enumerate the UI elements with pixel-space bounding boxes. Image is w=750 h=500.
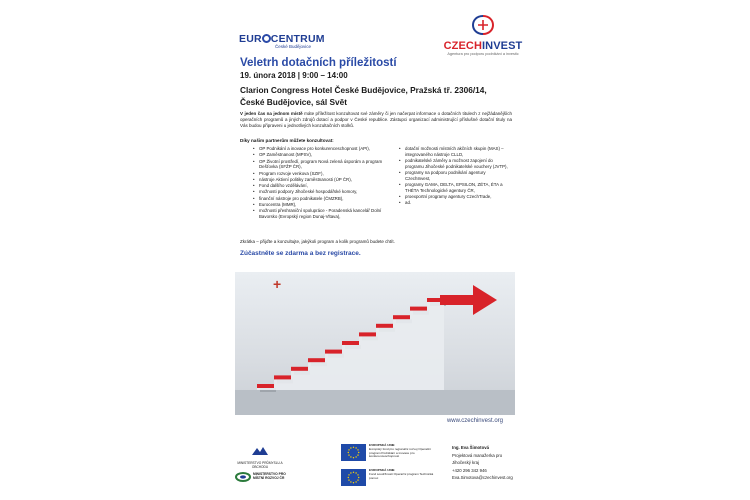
eu-star: [348, 477, 349, 478]
list-item: • ad.: [398, 200, 510, 206]
eu-star: [357, 474, 358, 475]
step-support: [393, 318, 410, 390]
contact-region: Jihočeský kraj: [452, 460, 479, 465]
eu-star: [353, 457, 354, 458]
czechinvest-name-part2: INVEST: [482, 40, 523, 52]
contact-block: [452, 444, 524, 482]
eu-star: [350, 447, 351, 448]
stair-step: [359, 332, 376, 336]
eu-star: [348, 479, 349, 480]
mpo-logo: [235, 444, 285, 469]
eu-star: [348, 452, 349, 453]
czechinvest-name: [443, 40, 523, 52]
step-support: [274, 378, 291, 390]
intro-paragraph: [240, 111, 512, 129]
contact-phone[interactable]: +420 296 342 946: [452, 467, 487, 473]
list-item: • proexportní programy agentury CzechTrade,: [398, 194, 510, 200]
list-item: • Program rozvoje venkova (SZIF),: [252, 171, 390, 177]
eu-erdf-logo: [341, 444, 433, 463]
arrow-shape: [440, 285, 497, 315]
contact-name: Ing. Eva Šimotová: [452, 445, 490, 450]
event-date: 19. února 2018 | 9:00 – 14:00: [240, 71, 348, 80]
step-support: [410, 310, 427, 390]
eu-star: [348, 454, 349, 455]
eu-star: [358, 477, 359, 478]
intro-text: máte příležitost konzultovat své záměry či jen načerpat informace o dotačních titulech z nejžádanějších operačních programů a jiných zdrojů dotací a podpor v České republice. Zástupci organizací administrující příslušné dotační tituly na Vás budou připraveni u jednotlivých konzultačních stolků.: [240, 111, 512, 128]
eu-flag-icon: [341, 444, 366, 461]
step-support: [325, 353, 342, 390]
mpo-name: MINISTERSTVO PRŮMYSLU A OBCHODU: [237, 461, 283, 469]
contact-email[interactable]: Eva.Simotova@czechinvest.org: [452, 475, 513, 480]
event-venue: Clarion Congress Hotel České Budějovice, Pražská tř. 2306/14, České Budějovice, sál Svět: [240, 85, 487, 107]
step-support: [359, 335, 376, 390]
mmr-emblem-icon: [235, 470, 251, 484]
eu-cohesion-logo: [341, 469, 433, 488]
stair-step: [410, 307, 427, 311]
step-support: [291, 370, 308, 390]
step-support: [308, 361, 325, 390]
list-item: • OP Podnikání a inovace pro konkurenceschopnost (API),: [252, 146, 390, 152]
stair-step: [308, 358, 325, 362]
event-title: Veletrh dotačních příležitostí: [240, 57, 397, 69]
czechinvest-emblem-icon: [472, 15, 494, 35]
stair-step: [376, 324, 393, 328]
eurocentrum-o-icon: [262, 34, 271, 43]
list-item: • programy na podporu podnikání agentury CzechInvest,: [398, 170, 510, 181]
summary-text: Zkrátka – přijďte a konzultujte, jakýkoli program a kolik programů budete chtít.: [240, 239, 395, 244]
eu-star: [350, 456, 351, 457]
eu-star: [348, 449, 349, 450]
flyer-page: [225, 0, 525, 500]
eurocentrum-city: České Budějovice: [275, 44, 312, 49]
eu-flag-icon: [341, 469, 366, 486]
mpo-emblem-icon: [250, 445, 270, 457]
call-to-action: Zúčastněte se zdarma a bez registrace.: [240, 250, 361, 257]
step-support: [376, 327, 393, 390]
list-item: • programy GAMA, DELTA, EPSILON, ZÉTA, ÉTA a THÉTA Technologické agentury ČR,: [398, 182, 510, 193]
eu1-title: EVROPSKÁ UNIE: [369, 443, 395, 447]
list-item: • Eurocentra (MMR),: [252, 202, 390, 208]
list-item: • možnosti podpory Jihočeské hospodářské komory,: [252, 189, 390, 195]
mmr-name: MINISTERSTVO PRO MÍSTNÍ ROZVOJ ČR: [253, 472, 286, 480]
eu-star: [350, 472, 351, 473]
stairs-graphic: [235, 272, 515, 427]
eu-star: [358, 452, 359, 453]
eu-star: [355, 456, 356, 457]
eu-star: [357, 479, 358, 480]
floor: [235, 390, 515, 415]
eu-star: [353, 447, 354, 448]
intro-lead: V jeden čas na jednom místě: [240, 111, 303, 116]
eu-star: [353, 472, 354, 473]
stairs-illustration: [235, 272, 515, 427]
eu-star: [350, 481, 351, 482]
partners-list-right: [398, 146, 510, 207]
list-item: • finanční nástroje pro podnikatele (ČMZRB),: [252, 196, 390, 202]
step-support: [427, 301, 444, 390]
eu-star: [357, 449, 358, 450]
eu-star: [355, 472, 356, 473]
step-support: [342, 344, 359, 390]
stair-step: [393, 315, 410, 319]
czechinvest-logo: [443, 15, 523, 55]
czechinvest-tagline: Agentura pro podporu podnikání a investic: [447, 52, 519, 56]
list-item: • možnosti přeshraniční spolupráce - Poradenská kancelář Dolní Bavorsko (Evropský region Dunaj-Vltava),: [252, 208, 390, 219]
stair-step: [325, 350, 342, 354]
partners-heading: Díky našim partnerům můžete konzultovat:: [240, 138, 334, 143]
czechinvest-name-part1: CZECH: [443, 40, 483, 52]
eurocentrum-name-part1: EUR: [239, 33, 262, 45]
eu2-text: Fond soudržnosti Operační program Technická pomoc: [369, 471, 434, 480]
plus-icon: +: [273, 276, 282, 292]
stair-step: [291, 367, 308, 371]
stair-step: [257, 384, 274, 388]
eu-star: [355, 447, 356, 448]
stair-step: [342, 341, 359, 345]
list-item: • Fond dalšího vzdělávání,: [252, 183, 390, 189]
eurocentrum-name-part2: CENTRUM: [270, 33, 325, 45]
list-item: • dotační možnosti místních akčních skupin (MAS) – integrovaného nástroje CLLD,: [398, 146, 510, 157]
eu1-text: Evropský fond pro regionální rozvoj Operační program Podnikání a inovace pro konkurenceschopnost: [369, 446, 432, 459]
eu-star: [348, 474, 349, 475]
stair-step: [274, 375, 291, 379]
eu2-title: EVROPSKÁ UNIE: [369, 468, 395, 472]
website-url[interactable]: www.czechinvest.org: [446, 418, 503, 424]
list-item: • OP Životní prostředí, program Nová zelená úsporám a program Dešťovka (SFŽP ČR),: [252, 159, 390, 170]
list-item: • podnikatelské záměry a možnost zapojení do programu Jihočeské podnikatelské vouchery (JVTP),: [398, 158, 510, 169]
mmr-logo: [235, 470, 287, 486]
partners-list-left: [252, 146, 390, 220]
list-item: • nástroje Aktivní politiky zaměstnanosti (ÚP ČR),: [252, 177, 390, 183]
contact-role: Projektová manažerka pro: [452, 452, 503, 458]
eu-star: [357, 454, 358, 455]
eu-star: [353, 482, 354, 483]
eurocentrum-logo: [239, 33, 339, 53]
eu-star: [355, 481, 356, 482]
list-item: • OP Zaměstnanost (MPSV),: [252, 152, 390, 158]
